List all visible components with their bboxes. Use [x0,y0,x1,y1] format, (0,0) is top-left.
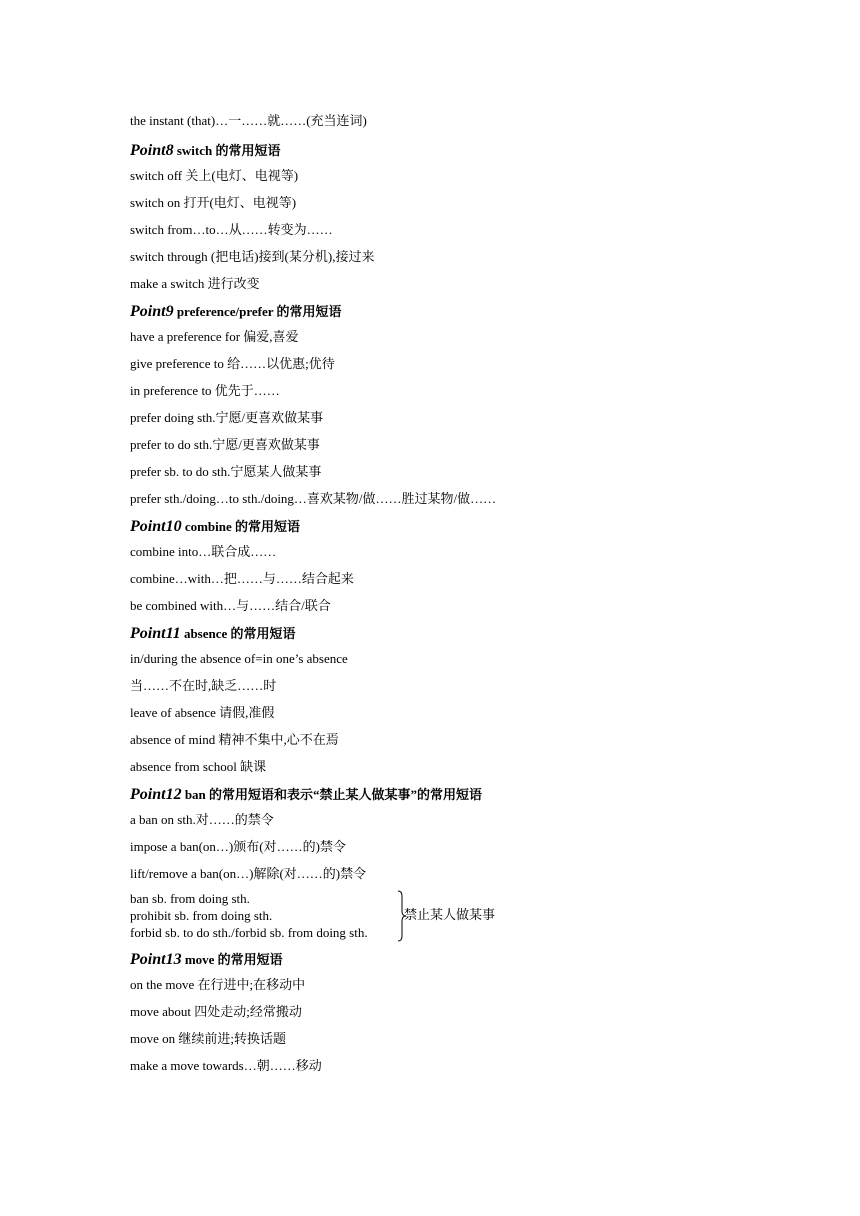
phrase-line: in preference to 优先于…… [130,383,280,398]
section-title: absence 的常用短语 [180,626,296,641]
phrase-line: have a preference for 偏爱,喜爱 [130,329,299,344]
section-heading [130,950,810,970]
phrase-line: move on 继续前进;转换话题 [130,1031,286,1046]
phrase-line: make a move towards…朝……移动 [130,1058,322,1073]
section-heading [130,624,810,644]
section-heading [130,302,810,322]
phrase-line: combine…with…把……与……结合起来 [130,571,354,586]
section-heading [130,785,810,805]
section-point-label: Point11 [130,625,181,642]
bracket-line: ban sb. from doing sth. [130,891,250,906]
document-content [130,112,810,1084]
bracket-line: forbid sb. to do sth./forbid sb. from doing sth. [130,925,368,940]
bracket-line: prohibit sb. from doing sth. [130,908,273,923]
phrase-line: give preference to 给……以优惠;优待 [130,356,335,371]
phrase-line: prefer sth./doing…to sth./doing…喜欢某物/做……胜过某物/做…… [130,491,497,506]
section-title: preference/prefer 的常用短语 [173,304,342,319]
section-point-label: Point13 [130,951,182,968]
phrase-line: in/during the absence of=in one’s absence [130,651,348,666]
phrase-line: a ban on sth.对……的禁令 [130,812,274,827]
phrase-line: be combined with…与……结合/联合 [130,598,331,613]
phrase-line: switch from…to…从……转变为…… [130,222,333,237]
phrase-line: prefer to do sth.宁愿/更喜欢做某事 [130,437,320,452]
phrase-line: leave of absence 请假,准假 [130,705,275,720]
section-point-label: Point12 [130,786,182,803]
section-heading [130,517,810,537]
phrase-line: 当……不在时,缺乏……时 [130,678,277,693]
phrase-line: prefer sb. to do sth.宁愿某人做某事 [130,464,322,479]
section-title: switch 的常用短语 [173,143,281,158]
phrase-line: impose a ban(on…)颁布(对……的)禁令 [130,839,346,854]
phrase-line: absence from school 缺课 [130,759,267,774]
phrase-line: make a switch 进行改变 [130,276,260,291]
phrase-line: lift/remove a ban(on…)解除(对……的)禁令 [130,866,367,881]
phrase-line: absence of mind 精神不集中,心不在焉 [130,732,339,747]
section-title: ban 的常用短语和表示“禁止某人做某事”的常用短语 [181,787,483,802]
section-point-label: Point8 [130,142,174,159]
phrase-line: move about 四处走动;经常搬动 [130,1004,302,1019]
phrase-line: switch off 关上(电灯、电视等) [130,168,299,183]
phrase-line: on the move 在行进中;在移动中 [130,977,306,992]
section-title: move 的常用短语 [181,952,283,967]
bracket-lines [130,890,368,941]
bracket-group [130,890,810,942]
bracket-label: 禁止某人做某事 [404,907,496,922]
section-heading [130,141,810,161]
section-point-label: Point10 [130,518,182,535]
phrase-line: combine into…联合成…… [130,544,277,559]
phrase-line: prefer doing sth.宁愿/更喜欢做某事 [130,410,324,425]
intro-line: the instant (that)…一……就……(充当连词) [130,113,367,128]
section-title: combine 的常用短语 [181,519,301,534]
phrase-line: switch through (把电话)接到(某分机),接过来 [130,249,375,264]
phrase-line: switch on 打开(电灯、电视等) [130,195,297,210]
section-point-label: Point9 [130,303,174,320]
